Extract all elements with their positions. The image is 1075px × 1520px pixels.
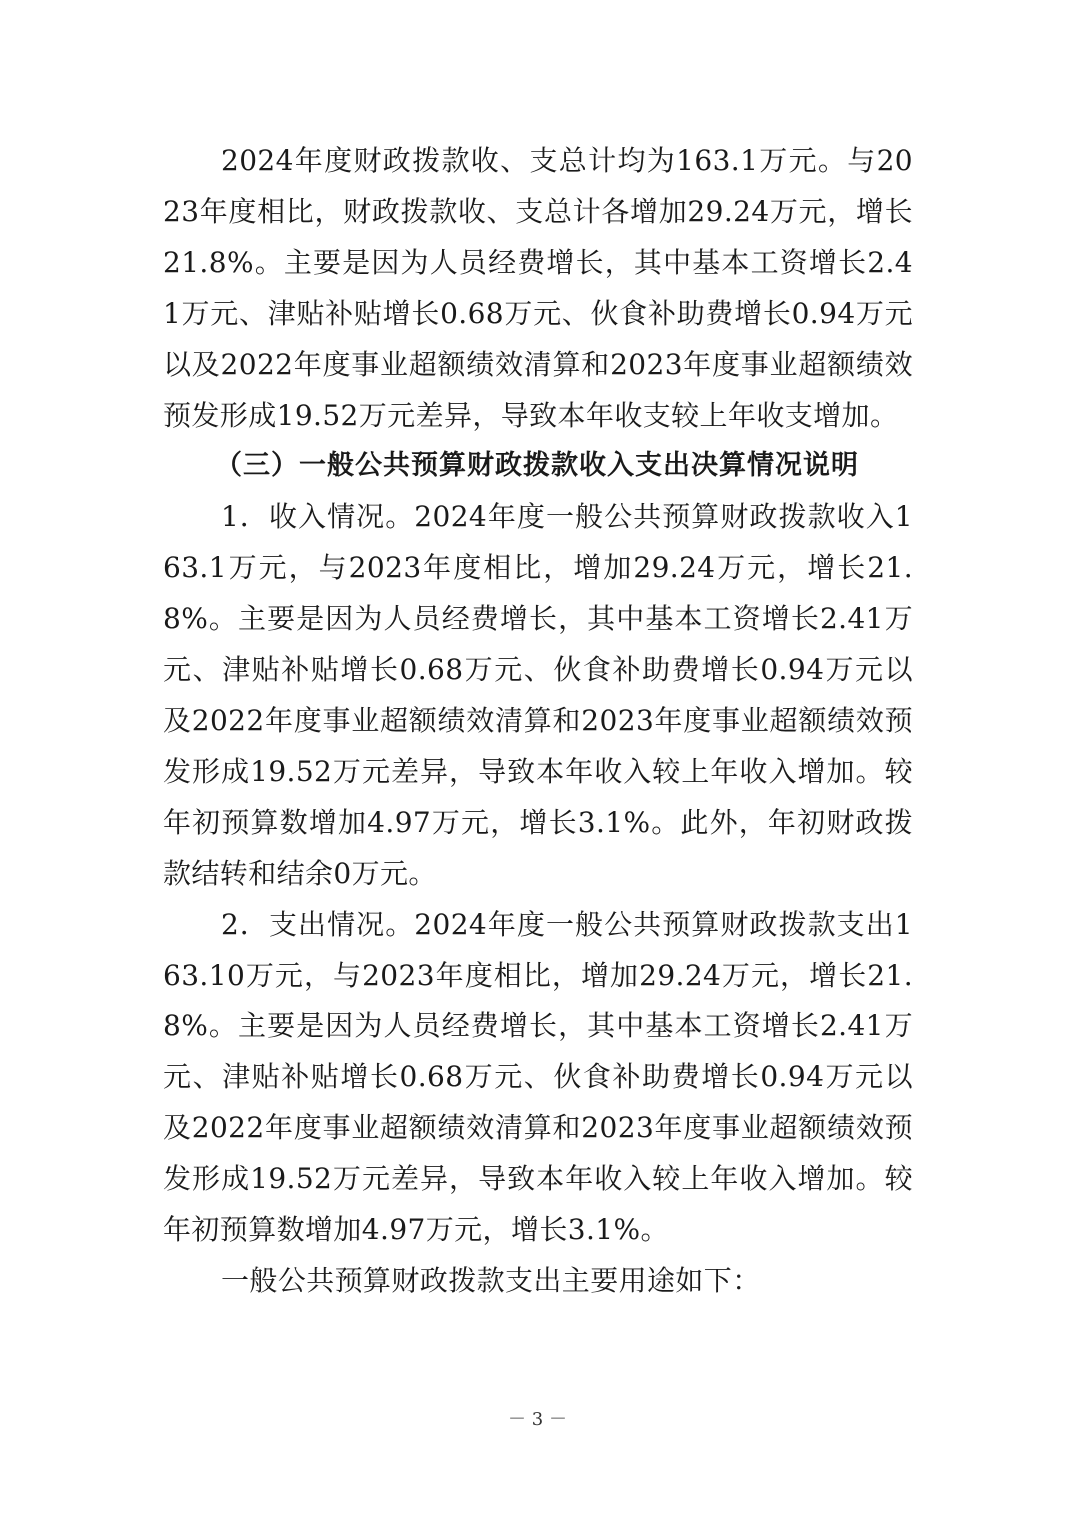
page-number: － 3 －	[508, 1409, 567, 1430]
paragraph-expenditure-situation: 2．支出情况。2024年度一般公共预算财政拨款支出163.10万元，与2023年度相比，增加29.24万元，增长21.8%。主要是因为人员经费增长，其中基本工资增长2.41万元、津贴补贴增长0.68万元、伙食补助费增长0.94万元以及2022年度事业超额绩效清算和2023年度事业超额绩效预发形成19.52万元差异，导致本年收入较上年收入增加。较年初预算数增加4.97万元，增长3.1%。	[163, 907, 913, 1247]
paragraph-appropriation-totals: 2024年度财政拨款收、支总计均为163.1万元。与2023年度相比，财政拨款收、支总计各增加29.24万元，增长21.8%。主要是因为人员经费增长，其中基本工资增长2.41万元、津贴补贴增长0.68万元、伙食补助费增长0.94万元以及2022年度事业超额绩效清算和2023年度事业超额绩效预发形成19.52万元差异，导致本年收支较上年收支增加。	[163, 144, 913, 432]
document-body	[163, 136, 913, 1307]
section-heading-general-budget: （三）一般公共预算财政拨款收入支出决算情况说明	[215, 450, 859, 482]
paragraph-main-uses-intro: 一般公共预算财政拨款支出主要用途如下：	[221, 1263, 761, 1297]
paragraph-income-situation: 1．收入情况。2024年度一般公共预算财政拨款收入163.1万元，与2023年度相比，增加29.24万元，增长21.8%。主要是因为人员经费增长，其中基本工资增长2.41万元、津贴补贴增长0.68万元、伙食补助费增长0.94万元以及2022年度事业超额绩效清算和2023年度事业超额绩效预发形成19.52万元差异，导致本年收入较上年收入增加。较年初预算数增加4.97万元，增长3.1%。此外，年初财政拨款结转和结余0万元。	[163, 500, 913, 890]
